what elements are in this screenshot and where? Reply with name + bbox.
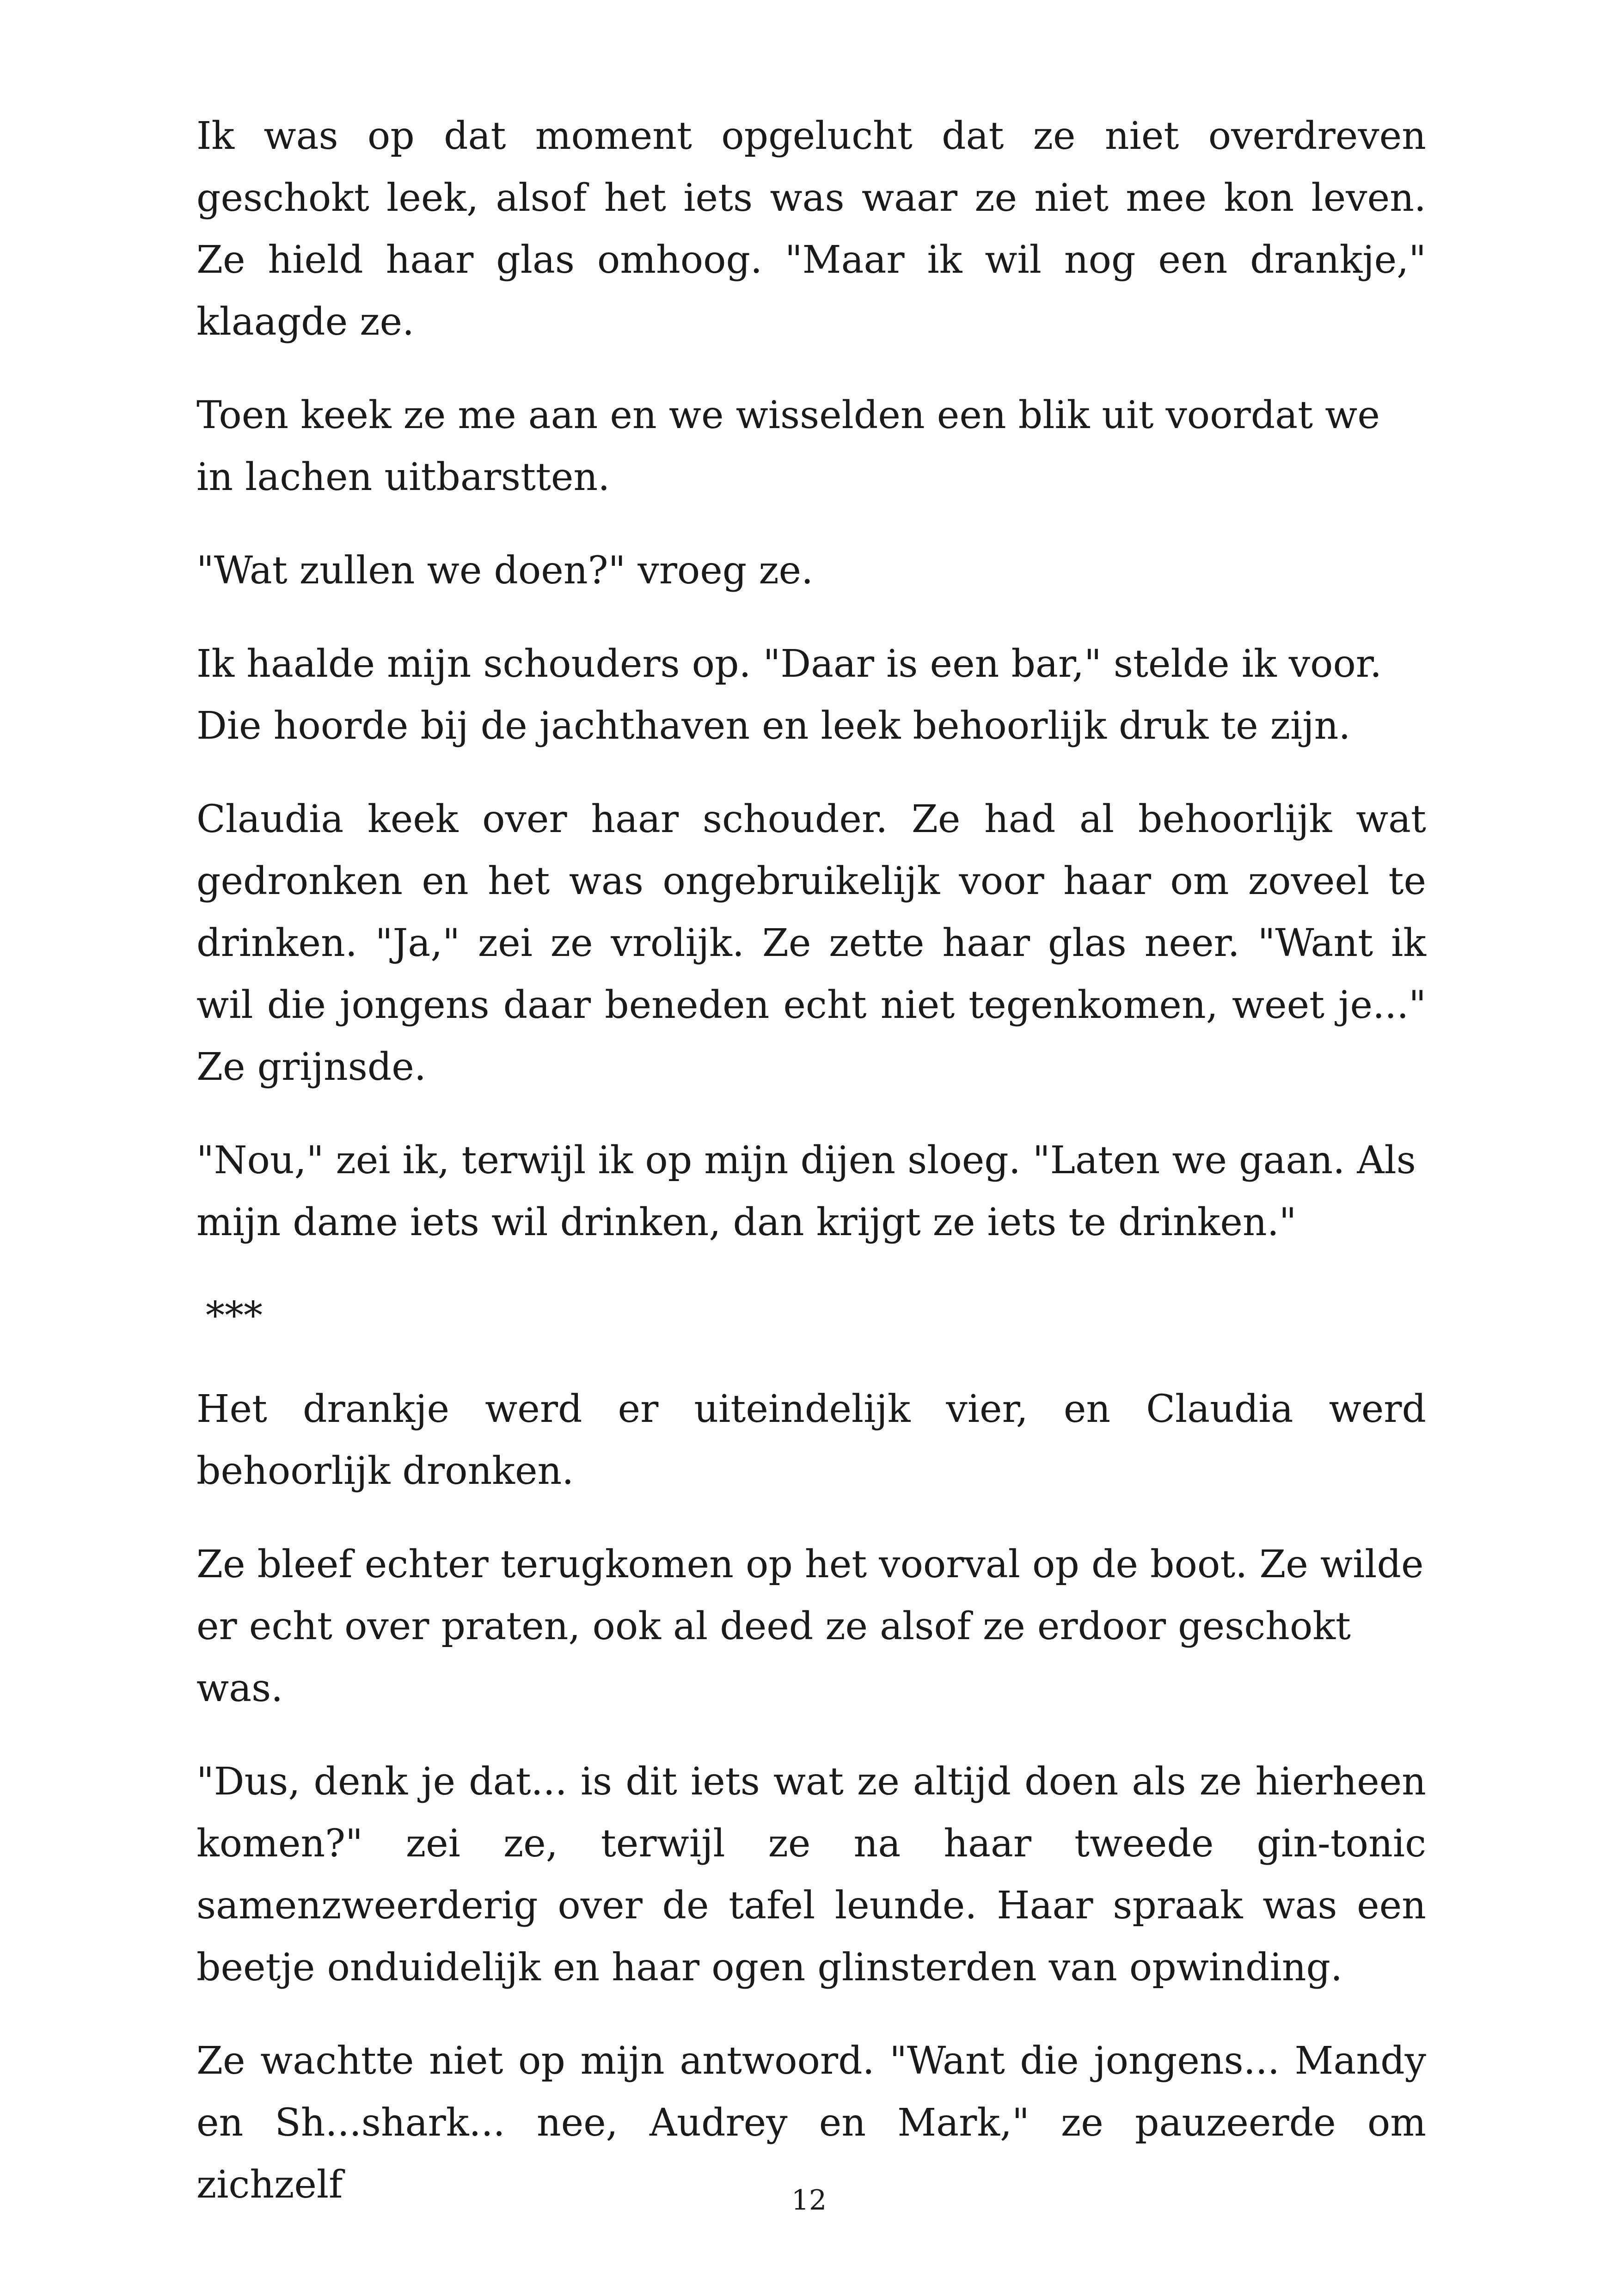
scene-separator: *** xyxy=(206,1294,263,1338)
paragraph-9: "Dus, denk je dat... is dit iets wat ze altijd doen als ze hierheen komen?" zei ze, terwijl ze na haar tweede gin-tonic samenzweerderig over de tafel leunde. Haar spraak was een beetje onduidelijk en haar ogen glinsterden van opwinding. xyxy=(196,1760,1426,1990)
paragraph-1: Ik was op dat moment opgelucht dat ze niet overdreven geschokt leek, alsof het iets was waar ze niet mee kon leven. Ze hield haar glas omhoog. "Maar ik wil nog een drankje," klaagde ze. xyxy=(196,114,1426,344)
paragraph-10: Ze wachtte niet op mijn antwoord. "Want die jongens... Mandy en Sh...shark... nee, Audrey en Mark," ze pauzeerde om zichzelf xyxy=(196,2039,1426,2207)
page-number: 12 xyxy=(791,2184,827,2216)
paragraph-4: Ik haalde mijn schouders op. "Daar is een bar," stelde ik voor. Die hoorde bij de jachthaven en leek behoorlijk druk te zijn. xyxy=(196,642,1382,748)
paragraph-7: Het drankje werd er uiteindelijk vier, en Claudia werd behoorlijk dronken. xyxy=(196,1387,1426,1493)
paragraph-3: "Wat zullen we doen?" vroeg ze. xyxy=(196,549,814,593)
paragraph-6: "Nou," zei ik, terwijl ik op mijn dijen sloeg. "Laten we gaan. Als mijn dame iets wil drinken, dan krijgt ze iets te drinken." xyxy=(196,1139,1416,1244)
paragraph-5: Claudia keek over haar schouder. Ze had al behoorlijk wat gedronken en het was ongebruikelijk voor haar om zoveel te drinken. "Ja," zei ze vrolijk. Ze zette haar glas neer. "Want ik wil die jongens daar beneden echt niet tegenkomen, weet je..." Ze grijnsde. xyxy=(196,797,1426,1089)
paragraph-8: Ze bleef echter terugkomen op het voorval op de boot. Ze wilde er echt over praten, ook al deed ze alsof ze erdoor geschokt was. xyxy=(196,1543,1424,1710)
page-text xyxy=(196,105,1426,2247)
paragraph-2: Toen keek ze me aan en we wisselden een blik uit voordat we in lachen uitbarstten. xyxy=(196,393,1380,499)
